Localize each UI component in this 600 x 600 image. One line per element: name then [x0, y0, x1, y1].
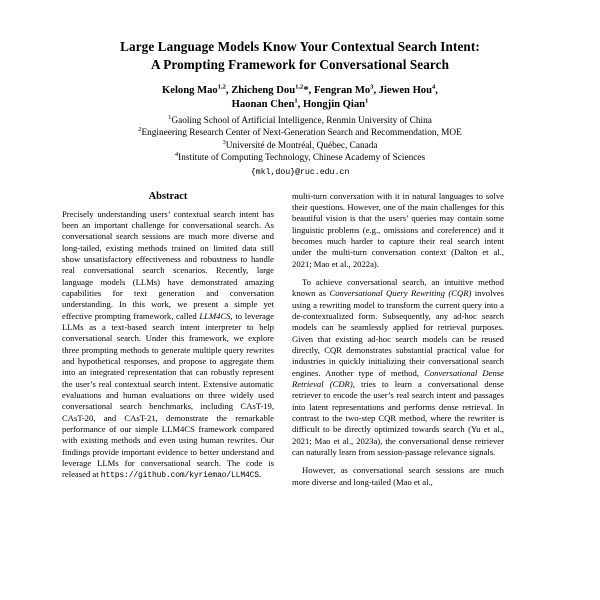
author-fengran-mo: *, Fengran Mo	[303, 85, 371, 96]
intro-paragraph-2	[292, 277, 504, 459]
author-sup-1: 1,2	[217, 83, 226, 91]
author-line1-tail: ,	[435, 85, 438, 96]
affiliation-4	[62, 152, 538, 164]
emphasis-cqr: Conversational Query Rewriting (CQR)	[329, 288, 472, 299]
intro-p2-part-1: To achieve conversational search, an intuitive method known as	[292, 276, 504, 299]
intro-p2-part-2: involves using a rewriting model to transform the current query into a de-contextualized form. Subsequently, any ad-hoc search models can be seamlessly applied for retrieval purposes. Given that existing ad-hoc search models can be reused directly, CQR demonstrates substantial practical value for industries in quickly initializing their conversational search engines. Another type of method,	[292, 288, 504, 378]
author-sup-6: 1	[365, 97, 369, 105]
title-block	[0, 0, 600, 179]
abstract-paragraph	[62, 209, 274, 482]
contact-email: {mkl,dou}@ruc.edu.cn	[250, 167, 350, 178]
affiliation-list	[62, 115, 538, 179]
abstract-code-url[interactable]: https://github.com/kyriemao/LLM4CS	[100, 471, 259, 481]
affiliation-text-1: Gaoling School of Artificial Intelligence, Renmin University of China	[171, 116, 432, 126]
author-line-2	[62, 98, 538, 112]
author-sup-2: 1,2	[295, 83, 304, 91]
affiliation-text-2: Engineering Research Center of Next-Generation Search and Recommendation, MOE	[141, 128, 462, 139]
title-line-2: A Prompting Framework for Conversational Search	[150, 56, 450, 72]
author-sup-3: 3	[370, 83, 374, 91]
author-sup-4: 4	[432, 83, 436, 91]
author-hongjin-qian: , Hongjin Qian	[297, 99, 366, 110]
affiliation-sup-1: 1	[168, 113, 172, 121]
page-title	[62, 38, 538, 73]
affiliation-sup-4: 4	[174, 151, 179, 159]
abstract-text-part-2: , to leverage LLMs as a text-based search intent interpreter to help conversational search. Under this framework, we explore three prompting methods to generate multiple query rewrites and hypothetical responses, and propose to aggregate them into an integrated representation that can robustly represent the user’s real contextual search intent. Extensive automatic evaluations and human evaluations on three widely used conversational search benchmarks, including CAsT-19, CAsT-20, and CAsT-21, demonstrate the remarkable performance of our simple LLM4CS framework compared with existing methods and even using human rewrites. Our findings provide important evidence to better understand and leverage LLMs for conversational search. The code is released at	[62, 310, 274, 480]
affiliation-3	[62, 140, 538, 152]
affiliation-sup-2: 2	[138, 126, 142, 134]
affiliation-text-4: Institute of Computing Technology, Chinese Academy of Sciences	[178, 153, 426, 164]
author-sup-5: 1	[294, 97, 298, 105]
title-line-1: Large Language Models Know Your Contextual Search Intent:	[120, 39, 480, 54]
affiliation-2	[62, 127, 538, 139]
intro-p2-part-3: , tries to learn a conversational dense retriever to encode the user’s real search intent and passages into latent representations and performs dense retrieval. In contrast to the two-step CQR method, where the rewriter is difficult to be directly optimized towards search (Yu et al., 2021; Mao et al., 2023a), the conversational dense retriever can naturally learn from session-passage relevance signals.	[292, 379, 504, 458]
author-kelong-mao: Kelong Mao	[162, 85, 218, 96]
affiliation-text-3: Université de Montréal, Québec, Canada	[225, 140, 378, 151]
affiliation-1	[62, 115, 538, 127]
abstract-text-part-1: Precisely understanding users’ contextual search intent has been an important challenge for conversational search. As conversational search sessions are much more diverse and long-tailed, existing methods trained on limited data still show unsatisfactory effectiveness and robustness to handle real conversational search scenarios. Recently, large language models (LLMs) have demonstrated amazing capabilities for text generation and conversation understanding. In this work, we present a simple yet effective prompting framework, called	[62, 208, 274, 321]
affiliation-sup-3: 3	[222, 138, 226, 146]
author-jiewen-hou: , Jiewen Hou	[373, 85, 432, 96]
abstract-heading: Abstract	[148, 190, 188, 202]
intro-paragraph-1: multi-turn conversation with it in natural languages to solve their questions. However, one of the main challenges for this beautiful vision is that the users’ queries may contain some linguistic problems (e.g., omissions and coreference) and it becomes much harder to capture their real search intent under the multi-turn conversation context (Dalton et al., 2021; Mao et al., 2022a).	[292, 190, 504, 269]
right-column	[292, 191, 504, 496]
author-haonan-chen: Haonan Chen	[231, 99, 295, 110]
author-zhicheng-dou: , Zhicheng Dou	[225, 85, 296, 96]
abstract-emphasis-llm4cs: LLM4CS	[199, 310, 231, 321]
author-list	[62, 84, 538, 112]
author-line-1	[62, 84, 538, 98]
intro-paragraph-3: However, as conversational search sessions are much more diverse and long-tailed (Mao et al.,	[292, 465, 504, 487]
emphasis-cdr: Conversational Dense Retrieval (CDR)	[292, 367, 504, 390]
body-columns	[0, 179, 600, 496]
left-column	[62, 191, 274, 496]
abstract-text-part-3: .	[258, 469, 262, 480]
